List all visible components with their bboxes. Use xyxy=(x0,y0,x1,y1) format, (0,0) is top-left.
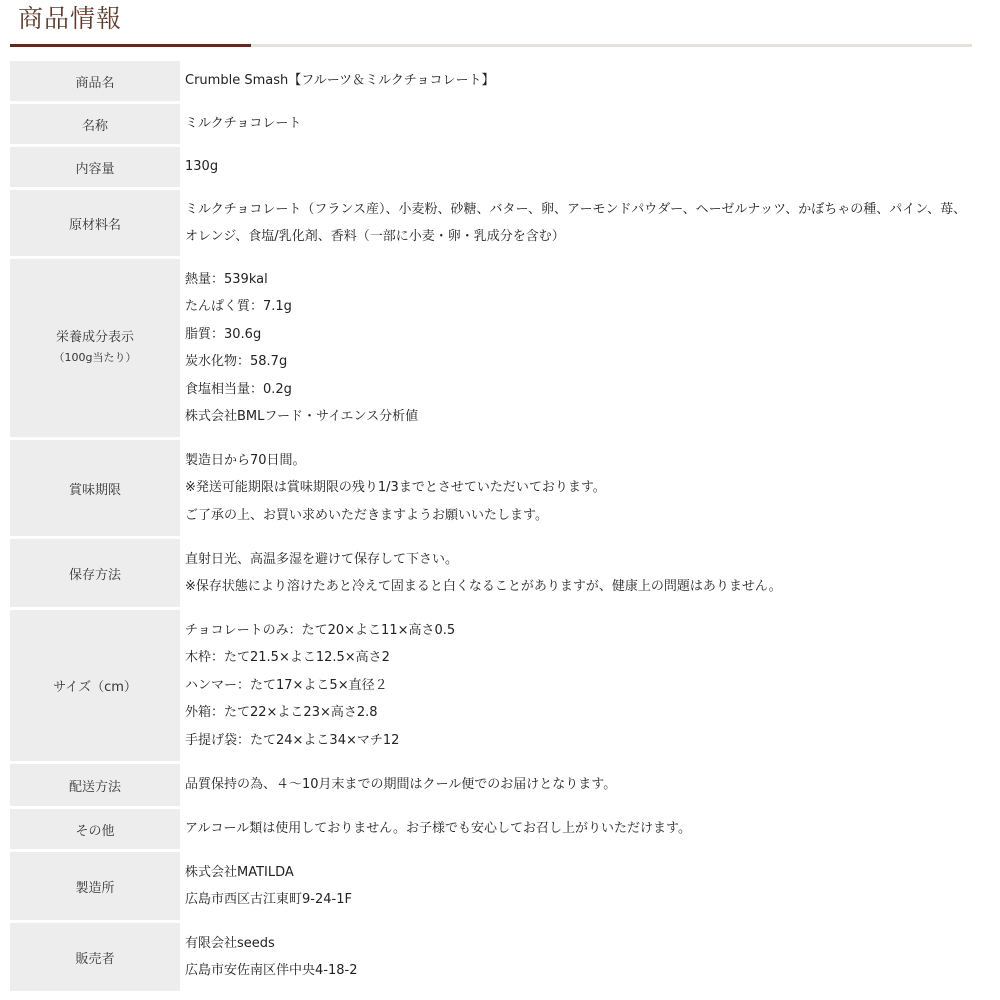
product-info-table xyxy=(10,58,972,994)
value-volume xyxy=(180,147,972,187)
other-text: アルコール類は使用しておりません。お子様でも安心してお召し上がりいただけます。 xyxy=(185,821,691,837)
row-name xyxy=(10,104,972,144)
seller-line: 有限会社seeds xyxy=(185,935,275,951)
row-size xyxy=(10,610,972,761)
label-seller: 販売者 xyxy=(10,923,180,991)
row-product-name xyxy=(10,61,972,101)
page-title: 商品情報 xyxy=(18,4,123,33)
label-name: 名称 xyxy=(10,104,180,144)
row-nutrition xyxy=(10,259,972,437)
nutrition-line: たんぱく質：7.1g xyxy=(185,299,292,314)
row-seller xyxy=(10,923,972,991)
size-line: 手提げ袋：たて24×よこ34×マチ12 xyxy=(185,732,400,748)
nutrition-label-main: 栄養成分表示 xyxy=(55,330,134,345)
row-manufacturer xyxy=(10,852,972,920)
shipping-text: 品質保持の為、４〜10月末までの期間はクール便でのお届けとなります。 xyxy=(185,777,617,793)
size-line: チョコレートのみ：たて20×よこ11×高さ0.5 xyxy=(185,622,456,638)
name-text: ミルクチョコレート xyxy=(185,116,302,132)
value-shelf-life xyxy=(180,440,972,536)
label-manufacturer: 製造所 xyxy=(10,852,180,920)
label-size: サイズ（cm） xyxy=(10,610,180,761)
nutrition-line: 脂質：30.6g xyxy=(185,326,262,342)
shelf-life-line: ご了承の上、お買い求めいただきますようお願いいたします。 xyxy=(185,507,548,523)
row-volume xyxy=(10,147,972,187)
shelf-life-line: ※発送可能期限は賞味期限の残り1/3までとさせていただいております。 xyxy=(185,480,606,496)
value-product-name xyxy=(180,61,972,101)
label-ingredients: 原材料名 xyxy=(10,190,180,256)
manufacturer-line: 株式会社MATILDA xyxy=(185,864,294,880)
label-volume: 内容量 xyxy=(10,147,180,187)
value-seller xyxy=(180,923,972,991)
row-shelf-life xyxy=(10,440,972,536)
heading-divider xyxy=(10,44,972,47)
value-name xyxy=(180,104,972,144)
size-line: 木枠：たて21.5×よこ12.5×高さ2 xyxy=(185,650,390,666)
value-storage xyxy=(180,539,972,607)
label-shelf-life: 賞味期限 xyxy=(10,440,180,536)
label-shipping: 配送方法 xyxy=(10,764,180,806)
size-line: 外箱：たて22×よこ23×高さ2.8 xyxy=(185,705,378,721)
seller-line: 広島市安佐南区伴中央4-18-2 xyxy=(185,963,358,978)
product-name-text: Crumble Smash【フルーツ＆ミルクチョコレート】 xyxy=(185,73,495,89)
value-size xyxy=(180,610,972,761)
volume-text: 130g xyxy=(185,159,219,175)
nutrition-line: 熱量：539kal xyxy=(185,271,268,287)
heading-divider-accent xyxy=(10,44,251,47)
row-shipping xyxy=(10,764,972,806)
nutrition-line: 炭水化物：58.7g xyxy=(185,354,288,369)
nutrition-label-sub: （100g当たり） xyxy=(53,351,137,364)
value-nutrition xyxy=(180,259,972,437)
label-other: その他 xyxy=(10,809,180,849)
value-other xyxy=(180,809,972,849)
label-nutrition xyxy=(10,259,180,437)
value-shipping xyxy=(180,764,972,806)
row-storage xyxy=(10,539,972,607)
label-storage: 保存方法 xyxy=(10,539,180,607)
ingredients-text: ミルクチョコレート（フランス産）、小麦粉、砂糖、バター、卵、アーモンドパウダー、ヘーゼルナッツ、かぼちゃの種、パイン、苺、オレンジ、食塩/乳化剤、香料（一部に小麦・卵・乳成分を含む） xyxy=(185,201,967,244)
row-ingredients xyxy=(10,190,972,256)
storage-line: 直射日光、高温多湿を避けて保存して下さい。 xyxy=(185,551,459,567)
manufacturer-line: 広島市西区古江東町9-24-1F xyxy=(185,892,352,907)
size-line: ハンマー：たて17×よこ5×直径２ xyxy=(185,677,388,693)
storage-line: ※保存状態により溶けたあと冷えて固まると白くなることがありますが、健康上の問題はありません。 xyxy=(185,579,782,594)
value-ingredients xyxy=(180,190,972,256)
nutrition-line: 食塩相当量：0.2g xyxy=(185,381,292,397)
row-other xyxy=(10,809,972,849)
label-product-name: 商品名 xyxy=(10,61,180,101)
value-manufacturer xyxy=(180,852,972,920)
nutrition-line: 株式会社BMLフード・サイエンス分析値 xyxy=(185,409,419,424)
shelf-life-line: 製造日から70日間。 xyxy=(185,452,306,468)
